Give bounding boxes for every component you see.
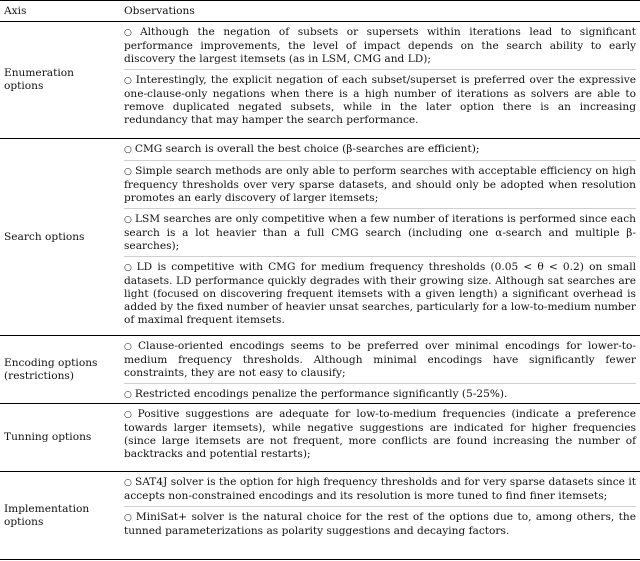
observations-cell [124,340,636,405]
observation-paragraph: ○ CMG search is overall the best choice (β-searches are efficient); [124,143,636,161]
table-row [0,336,640,404]
table-row [0,472,640,560]
axis-cell [4,404,116,471]
observation-paragraph: ○ LSM searches are only competitive when a few number of iterations is performed since each search is a lot heavier than a full CMG search (including one α-search and multiple β-searches); [124,213,636,257]
bullet-icon: ○ [124,215,132,225]
header-observations: Observations [124,5,195,17]
observations-cell [124,408,636,464]
bullet-icon: ○ [124,76,133,86]
table-header [0,0,640,22]
bullet-icon: ○ [124,263,134,273]
observations-cell [124,143,636,330]
bullet-icon: ○ [124,478,132,488]
observation-paragraph: ○ Although the negation of subsets or supersets within iterations lead to significant performance improvements, the level of impact depends on the search ability to early discovery the largest itemsets (as in LSM, CMG and LD); [124,26,636,70]
observation-paragraph: ○ Positive suggestions are adequate for low-to-medium frequencies (indicate a preference towards larger itemsets), while negative suggestions are indicated for higher frequencies (since large itemsets are not frequent, more conflicts are found increasing the number of backtracks and potential restarts); [124,408,636,460]
header-axis: Axis [4,5,27,17]
axis-label: Tunning options [4,431,92,443]
axis-cell [4,472,116,559]
observation-paragraph: ○ Clause-oriented encodings seems to be preferred over minimal encodings for lower-to-medium frequency thresholds. Although minimal encodings have significantly fewer constraints, they are not easy to clausify; [124,340,636,384]
axis-label: Implementation options [4,502,90,528]
table-row [0,139,640,336]
observation-paragraph: ○ LD is competitive with CMG for medium frequency thresholds (0.05 < θ < 0.2) on small datasets. LD performance quickly degrades with their growing size. Although sat searches are light (focused on discovering frequent itemsets with a given length) a significant overhead is added by the fixed number of heavier unsat searches, particularly for a low-to-medium number of maximal frequent itemsets. [124,261,636,326]
bullet-icon: ○ [124,390,132,400]
table-row [0,404,640,472]
bullet-icon: ○ [124,342,135,352]
observation-paragraph: ○ MiniSat+ solver is the natural choice for the rest of the options due to, among others, the tunned parameterizations as polarity suggestions and decaying factors. [124,511,637,537]
observation-paragraph: ○ Restricted encodings penalize the performance significantly (5-25%). [124,388,508,400]
bullet-icon: ○ [124,167,133,177]
axis-cell [4,22,116,138]
bullet-icon: ○ [124,513,133,523]
bullet-icon: ○ [124,410,135,420]
axis-cell [4,336,116,403]
observations-cell [124,476,636,541]
axis-label: Encoding options (restrictions) [4,356,98,382]
observations-cell [124,26,636,130]
observation-paragraph: ○ Interestingly, the explicit negation of each subset/superset is preferred over the expressive one-clause-only negations when there is a high number of iterations as solvers are able to remove duplicated negated subsets, while in the later option there is an increasing redundancy that may hamper the search performance. [124,74,636,126]
table-row [0,22,640,139]
axis-label: Enumeration options [4,67,74,92]
observation-paragraph: ○ Simple search methods are only able to perform searches with acceptable efficiency on high frequency thresholds over very sparse datasets, and should only be adopted when resolution promotes an early discovery of larger itemsets; [124,165,636,209]
axis-label: Search options [4,230,85,243]
axis-cell [4,139,116,335]
bullet-icon: ○ [124,28,138,38]
observation-paragraph: ○ SAT4J solver is the option for high frequency thresholds and for very sparse datasets since it accepts non-constrained encodings and its resolution is more tuned to find finer itemsets; [124,476,636,507]
bullet-icon: ○ [124,145,132,155]
